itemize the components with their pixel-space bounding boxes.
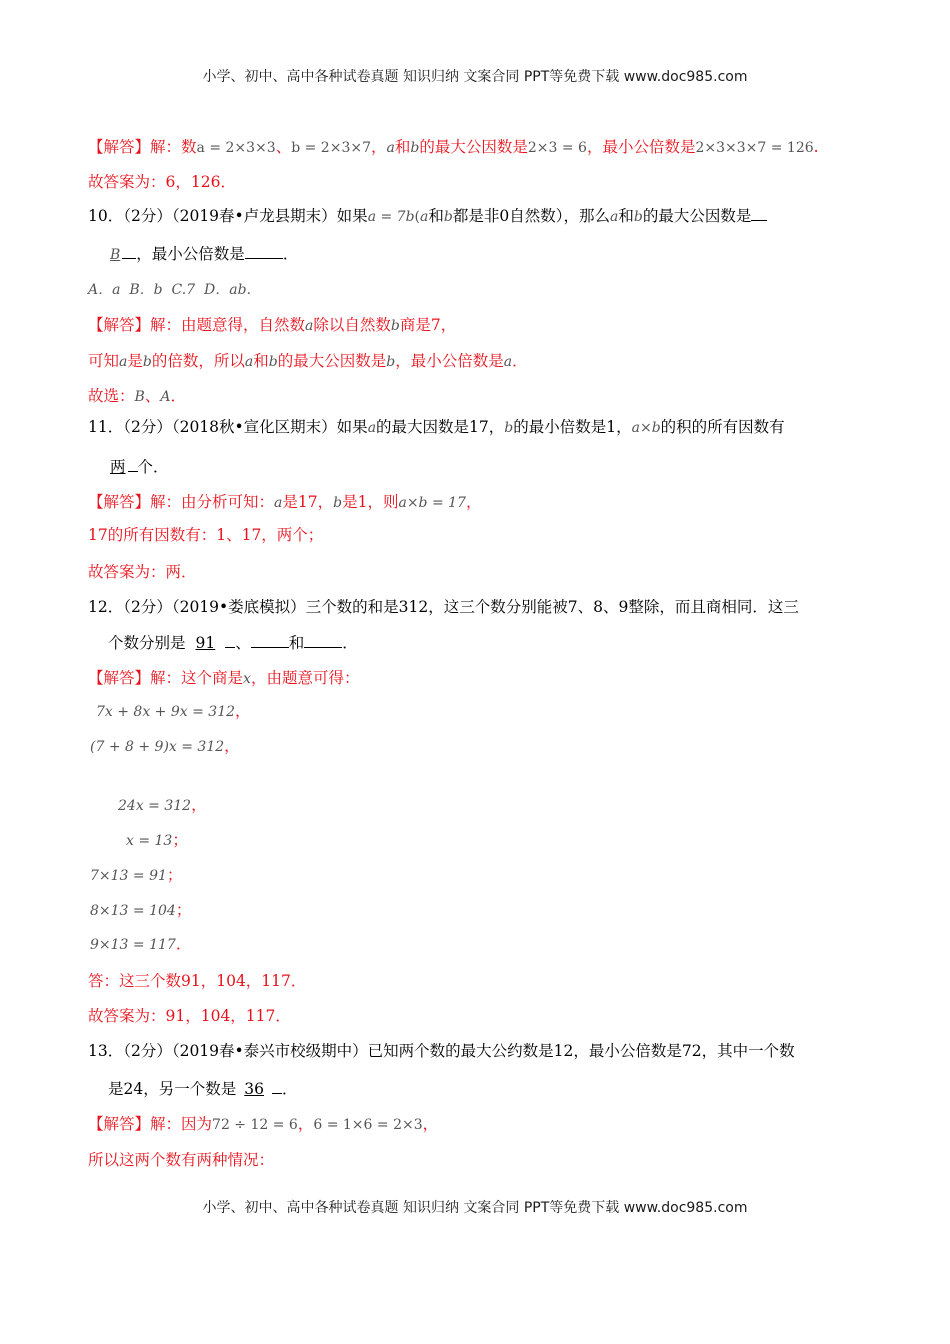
answer-blank-tail (128, 457, 138, 472)
question-number: 13． (88, 1042, 124, 1060)
answer-blank-tail (272, 1079, 282, 1094)
q9-solution: 【解答】解：数a = 2×3×3、b = 2×3×7，a和b的最大公因数是2×3 = 6，最小公倍数是2×3×3×7 = 126. (88, 138, 819, 156)
answer-blank (251, 633, 289, 648)
solution-tag: 【解答】 (88, 316, 151, 334)
answer-blank-tail (122, 244, 136, 259)
option-a: A．a (88, 282, 121, 298)
q10-stem-2: B ，最小公倍数是 ． (110, 245, 299, 263)
equation-step: (7 + 8 + 9)x = 312， (90, 737, 240, 755)
option-d: D．ab (204, 282, 247, 298)
q12-result: 答：这三个数91，104，117． (88, 972, 307, 990)
q13-solution-2: 所以这两个数有两种情况： (88, 1151, 275, 1169)
answer-blank: 91 (195, 634, 216, 652)
q10-options: A．a B．b C.7 D．ab. (88, 282, 252, 298)
equation-step: x = 13； (126, 831, 188, 849)
q11-solution-2: 17的所有因数有：1、17，两个； (88, 526, 324, 544)
q13-stem: 13．（2分）（2019春•泰兴市校级期中）已知两个数的最大公约数是12，最小公倍数是72，其中一个数 (88, 1042, 795, 1060)
equation-step: 7x + 8x + 9x = 312， (96, 702, 251, 720)
solution-tag: 【解答】 (88, 138, 151, 156)
q10-solution-2: 可知a是b的倍数，所以a和b的最大公因数是b，最小公倍数是a． (88, 352, 528, 370)
q12-stem: 12．（2分）（2019•娄底模拟）三个数的和是312，这三个数分别能被7、8、9整除，而且商相同．这三 (88, 598, 799, 616)
q10-solution-1: 【解答】解：由题意得，自然数a除以自然数b商是7， (88, 316, 457, 334)
equation-step: 8×13 = 104； (90, 901, 192, 919)
q11-answer: 故答案为：两． (88, 563, 197, 581)
q12-answer: 故答案为：91，104，117． (88, 1007, 291, 1025)
question-number: 10． (88, 207, 124, 225)
equation-step: 7×13 = 91； (90, 866, 183, 884)
answer-blank (304, 633, 342, 648)
q11-stem-2: 两 个． (110, 458, 169, 476)
q13-stem-2: 是24，另一个数是 36 ． (108, 1080, 298, 1098)
answer-blank-tail (225, 633, 235, 648)
q12-stem-2: 个数分别是 91 、 和 ． (108, 634, 358, 652)
answer-blank: 两 (110, 458, 126, 476)
answer-blank (245, 244, 283, 259)
answer-blank (751, 206, 767, 221)
equation-step: 24x = 312， (118, 796, 207, 814)
equation-step: 9×13 = 117． (90, 935, 192, 953)
question-number: 11． (88, 418, 124, 436)
page-header: 小学、初中、高中各种试卷真题 知识归纳 文案合同 PPT等免费下载 www.doc985.com (202, 69, 748, 85)
q11-stem: 11．（2分）（2018秋•宣化区期末）如果a的最大因数是17，b的最小倍数是1，a×b的积的所有因数有 (88, 418, 785, 436)
option-b: B．b (129, 282, 163, 298)
q11-solution-1: 【解答】解：由分析可知：a是17，b是1，则a×b = 17， (88, 493, 482, 511)
answer-blank: 36 (244, 1080, 264, 1098)
q12-solution: 【解答】解：这个商是x，由题意可得： (88, 669, 360, 687)
answer-blank: B (110, 247, 121, 263)
q9-answer: 故答案为：6，126． (88, 173, 236, 191)
question-number: 12． (88, 598, 124, 616)
option-c: C.7 (171, 282, 196, 298)
solution-tag: 【解答】 (88, 669, 151, 687)
q10-answer: 故选：B、A． (88, 387, 186, 405)
solution-tag: 【解答】 (88, 493, 151, 511)
page-footer: 小学、初中、高中各种试卷真题 知识归纳 文案合同 PPT等免费下载 www.doc985.com (202, 1200, 748, 1216)
solution-tag: 【解答】 (88, 1115, 151, 1133)
q13-solution: 【解答】解：因为72 ÷ 12 = 6，6 = 1×6 = 2×3， (88, 1115, 439, 1133)
q10-stem: 10．（2分）（2019春•卢龙县期末）如果a = 7b(a和b都是非0自然数），那么a和b的最大公因数是 (88, 205, 767, 228)
